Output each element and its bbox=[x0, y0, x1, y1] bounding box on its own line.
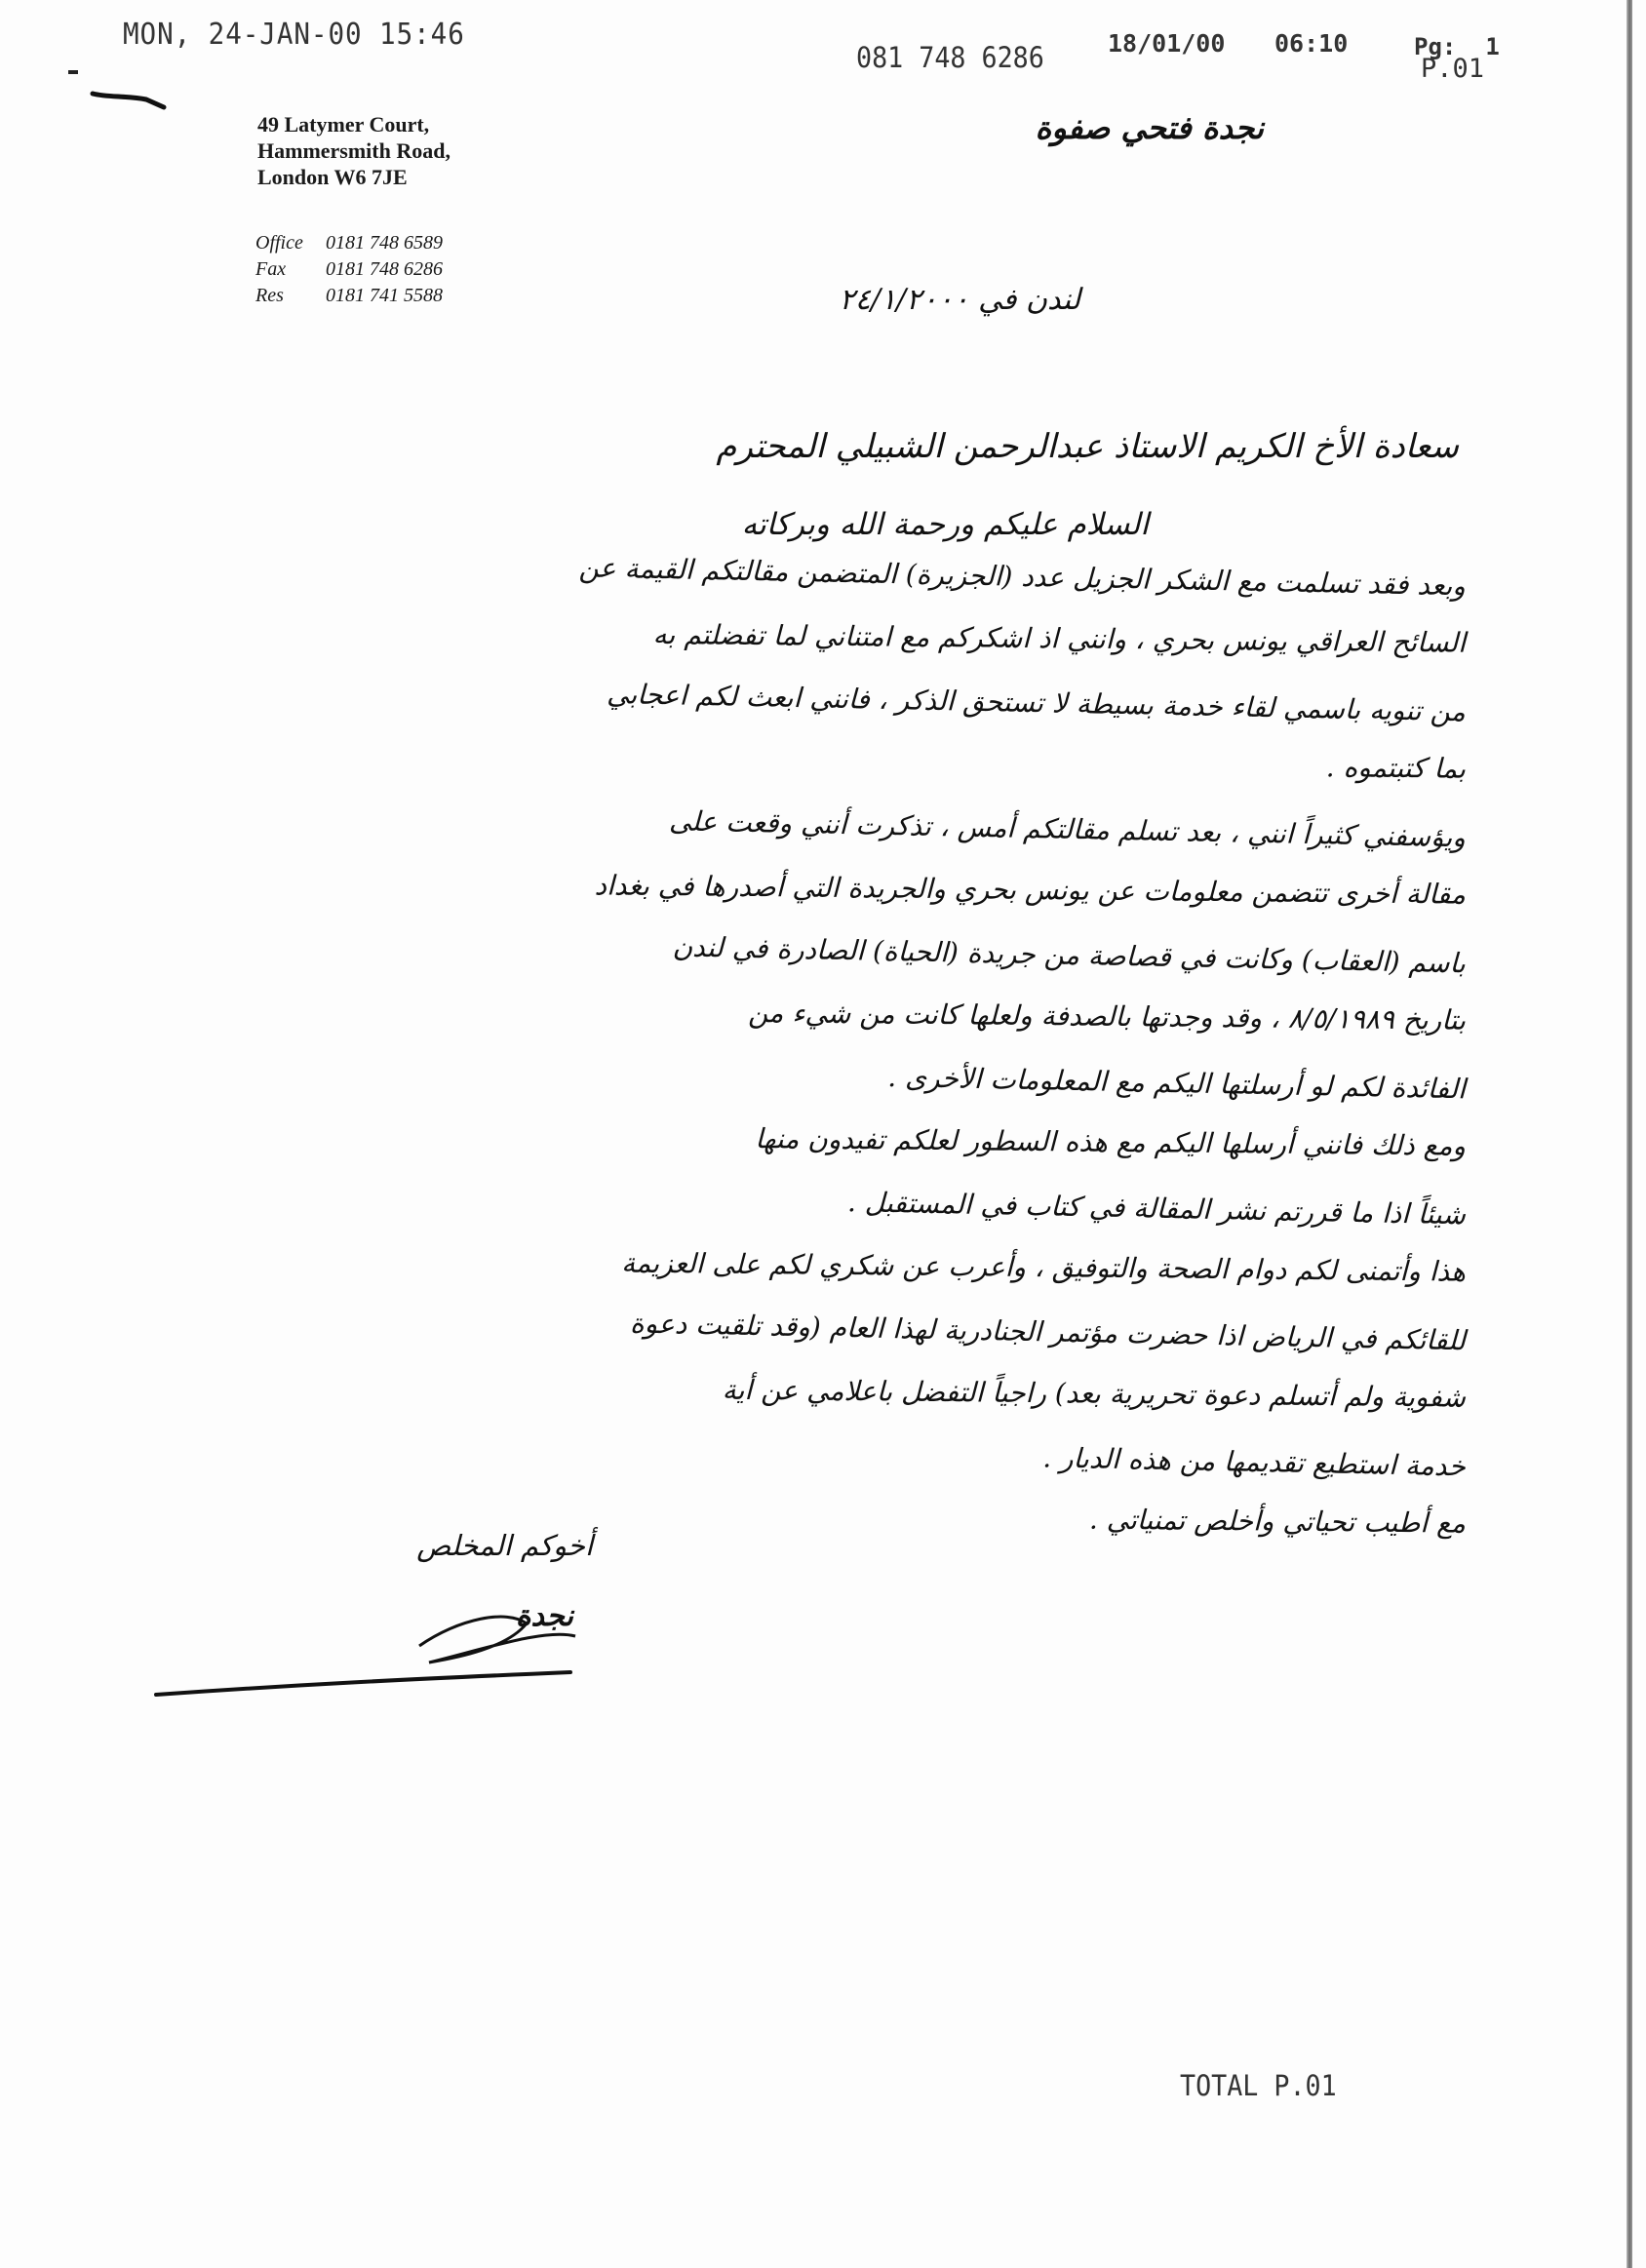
scan-mark bbox=[93, 94, 164, 107]
signature-flourish bbox=[419, 1617, 575, 1662]
fax-phone-number: 081 748 6286 bbox=[856, 41, 1044, 74]
signature-underline bbox=[156, 1672, 570, 1695]
contact-number: 0181 748 6589 bbox=[326, 232, 443, 254]
body-line: مع أطيب تحياتي وأخلص تمنياتي . bbox=[1088, 1503, 1467, 1540]
body-line: باسم (العقاب) وكانت في قصاصة من جريدة (الحياة) الصادرة في لندن bbox=[672, 930, 1467, 980]
body-line: بما كتبتموه . bbox=[1325, 750, 1467, 785]
contact-label: Office bbox=[255, 232, 303, 254]
letter-closing: أخوكم المخلص bbox=[416, 1529, 593, 1562]
contact-label: Res bbox=[255, 285, 284, 306]
fax-page-code: P.01 bbox=[1421, 54, 1485, 84]
body-line: وبعد فقد تسلمت مع الشكر الجزيل عدد (الجزيرة) المتضمن مقالتكم القيمة عن bbox=[578, 551, 1467, 603]
fax-total-pages: TOTAL P.01 bbox=[1180, 2069, 1337, 2102]
page-label: Pg: bbox=[1414, 33, 1457, 60]
fax-received-date: 18/01/00 bbox=[1108, 29, 1226, 58]
letterhead-name: نجدة فتحي صفوة bbox=[1035, 109, 1264, 146]
body-line: خدمة استطيع تقديمها من هذه الديار . bbox=[1041, 1441, 1467, 1483]
signature-name: نجدة bbox=[515, 1599, 573, 1633]
body-line: بتاريخ ٨/٥/١٩٨٩ ، وقد وجدتها بالصدفة ولعلها كانت من شيء من bbox=[747, 996, 1467, 1036]
address-line: London W6 7JE bbox=[257, 165, 408, 189]
letter-salutation: سعادة الأخ الكريم الاستاذ عبدالرحمن الشبيلي المحترم bbox=[716, 427, 1459, 466]
contact-number: 0181 741 5588 bbox=[326, 285, 443, 306]
fax-received-time: 06:10 bbox=[1274, 29, 1349, 58]
contact-label: Fax bbox=[255, 258, 287, 280]
letter-date: لندن في ٢٤/١/٢٠٠٠ bbox=[839, 283, 1080, 317]
body-line: ويؤسفني كثيراً انني ، بعد تسلم مقالتكم أمس ، تذكرت أنني وقعت على bbox=[668, 804, 1467, 854]
letter-greeting: السلام عليكم ورحمة الله وبركاته bbox=[741, 507, 1149, 542]
contact-number: 0181 748 6286 bbox=[326, 258, 443, 280]
fax-sent-stamp: MON, 24-JAN-00 15:46 bbox=[123, 18, 465, 52]
body-line: من تنويه باسمي لقاء خدمة بسيطة لا تستحق الذكر ، فانني ابعث لكم اعجابي bbox=[606, 677, 1467, 728]
body-line: شفوية ولم أتسلم دعوة تحريرية بعد) راجياً التفضل باعلامي عن أية bbox=[722, 1373, 1467, 1414]
body-line: شيئاً اذا ما قررتم نشر المقالة في كتاب في المستقبل . bbox=[846, 1186, 1467, 1232]
body-line: مقالة أخرى تتضمن معلومات عن يونس بحري والجريدة التي أصدرها في بغداد bbox=[594, 868, 1467, 911]
body-line: ومع ذلك فانني أرسلها اليكم مع هذه السطور لعلكم تفيدون منها bbox=[755, 1121, 1467, 1162]
address-line: 49 Latymer Court, bbox=[257, 112, 430, 137]
body-line: السائح العراقي يونس بحري ، وانني اذ اشكركم مع امتناني لما تفضلتم به bbox=[652, 617, 1467, 659]
body-line: الفائدة لكم لو أرسلتها اليكم مع المعلومات الأخرى . bbox=[887, 1060, 1467, 1106]
body-line: للقائكم في الرياض اذا حضرت مؤتمر الجنادرية لهذا العام (وقد تلقيت دعوة bbox=[629, 1307, 1467, 1357]
body-line: هذا وأتمنى لكم دوام الصحة والتوفيق ، وأعرب عن شكري لكم على العزيمة bbox=[621, 1246, 1467, 1288]
page-number: 1 bbox=[1485, 33, 1500, 60]
address-line: Hammersmith Road, bbox=[257, 138, 451, 163]
